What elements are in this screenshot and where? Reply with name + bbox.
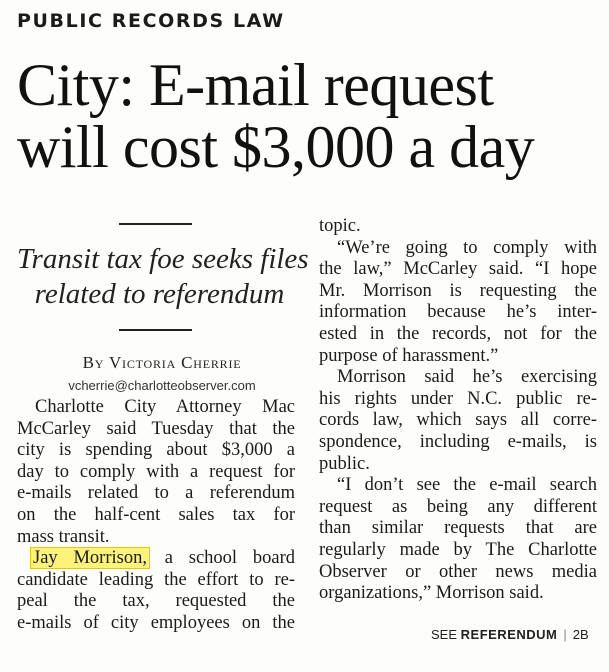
body-line: Charlotte City Attorney Mac — [35, 397, 295, 417]
body-line: candidate leading the effort to re- — [17, 569, 295, 590]
body-line: peal the tax, requested the — [17, 591, 295, 612]
byline: By Victoria Cherrie — [82, 353, 242, 372]
jump-line[interactable] — [431, 627, 589, 642]
body-line: regularly made by The Charlotte — [319, 539, 597, 560]
body-line: spondence, including e-mails, is — [319, 431, 597, 452]
headline — [17, 54, 607, 178]
body-line: Observer or other news media — [319, 561, 597, 582]
highlighted-name[interactable]: Jay Morrison, — [33, 548, 147, 569]
deck-rule-top — [119, 223, 192, 225]
body-line: public. — [319, 453, 370, 474]
deck-rule-bottom — [119, 329, 192, 331]
right-column — [319, 216, 597, 605]
jump-page: 2B — [572, 627, 589, 642]
body-line: Mr. Morrison is requesting the — [319, 280, 597, 301]
body-line: “I don’t see the e-mail search — [337, 475, 597, 496]
left-column — [17, 397, 295, 635]
body-line: McCarley said Tuesday that the — [17, 418, 295, 439]
section-kicker: PUBLIC RECORDS LAW — [17, 10, 285, 32]
body-line-highlighted — [17, 548, 295, 570]
body-line: Morrison said he’s exercising — [337, 367, 597, 388]
body-line: information because he’s inter- — [319, 302, 597, 323]
body-line: request as being any different — [319, 496, 597, 517]
author-email: vcherrie@charlotteobserver.com — [68, 378, 256, 393]
body-line-rest: a school board — [148, 548, 295, 569]
body-line: the law,” McCarley said. “I hope — [319, 259, 597, 280]
jump-see: SEE — [431, 627, 458, 642]
headline-line-2: will cost $3,000 a day — [17, 114, 535, 180]
body-line: e-mails of city employees on the — [17, 612, 295, 633]
jump-word: REFERENDUM — [460, 627, 558, 642]
body-line: than similar requests that are — [319, 518, 597, 539]
body-line: on the half-cent sales tax for — [17, 504, 295, 525]
deck — [17, 242, 309, 312]
body-line: ested in the records, not for the — [319, 323, 597, 344]
deck-line-2: related to referendum — [34, 278, 285, 310]
body-line: e-mails related to a referendum — [17, 483, 295, 504]
body-line: purpose of harassment.” — [319, 345, 499, 366]
body-line: “We’re going to comply with — [337, 237, 597, 258]
body-line: day to comply with a request for — [17, 461, 295, 482]
body-line: cords law, which says all corre- — [319, 410, 597, 431]
body-line: organizations,” Morrison said. — [319, 583, 544, 604]
jump-separator: | — [563, 627, 567, 642]
body-line: mass transit. — [17, 526, 110, 547]
deck-line-1: Transit tax foe seeks files — [17, 243, 309, 275]
body-line: city is spending about $3,000 a — [17, 440, 295, 461]
body-line: his rights under N.C. public re- — [319, 388, 597, 409]
headline-line-1: City: E-mail request — [17, 52, 494, 118]
body-line: topic. — [319, 216, 361, 236]
